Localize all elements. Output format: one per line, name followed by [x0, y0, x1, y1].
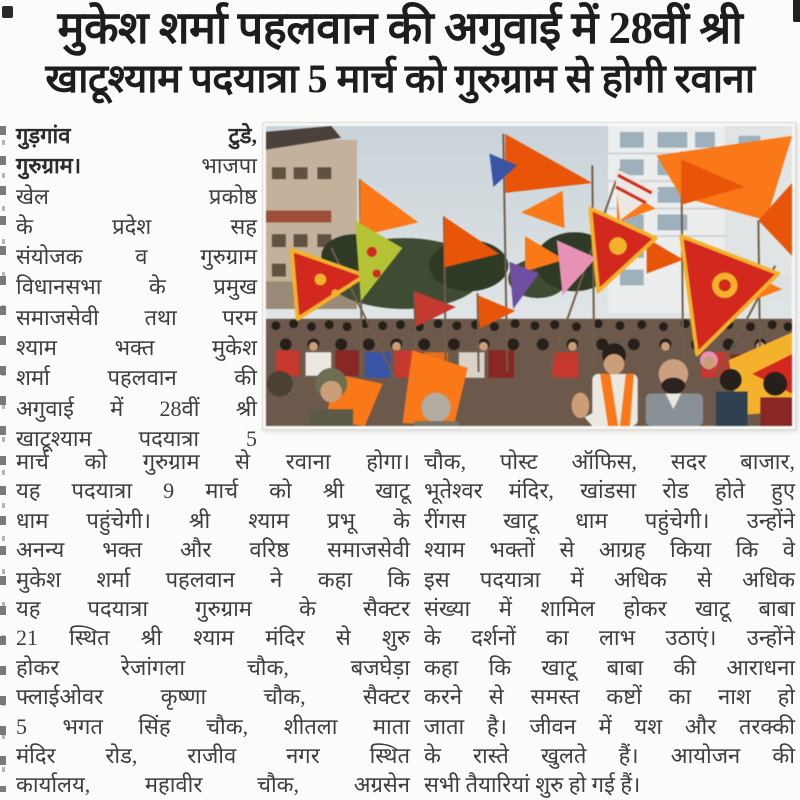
- text-line: [16, 363, 257, 393]
- text-line: [424, 653, 795, 682]
- line-text: होकर रेजांगला चौक, बजघेड़ा: [16, 654, 410, 680]
- text-line: [16, 712, 410, 741]
- text-line: [424, 770, 795, 799]
- text-line: [424, 712, 795, 741]
- text-line: [16, 682, 410, 711]
- person-beanie-left: [267, 371, 293, 397]
- text-line: [424, 623, 795, 652]
- line-text: के दर्शनों का लाभ उठाएं। उन्होंने: [424, 625, 795, 651]
- line-text: अगुवाई में 28वीं श्री: [16, 395, 257, 421]
- line-text: यह पदयात्रा 9 मार्च को श्री खाटू: [16, 478, 410, 504]
- text-line: [16, 394, 257, 424]
- line-text: धाम पहुंचेगी। श्री श्याम प्रभू के: [16, 507, 410, 533]
- line-text: चौक, पोस्ट ऑफिस, सदर बाजार,: [424, 449, 795, 474]
- line-text: सभी तैयारियां शुरु हो गई हैं।: [424, 772, 641, 798]
- procession-photo-art: [266, 126, 792, 426]
- line-text: शर्मा पहलवान की: [16, 365, 257, 391]
- line-text: संयोजक व गुरुग्राम: [16, 244, 257, 270]
- dateline-bold: गुड़गांव टुडे,: [16, 123, 257, 148]
- line-text: जाता है। जीवन में यश और तरक्की: [424, 713, 795, 739]
- text-line: [16, 272, 257, 302]
- line-text: के रास्ते खुलते हैं। आयोजन की: [424, 743, 795, 769]
- text-line: [424, 565, 795, 594]
- line-text: यह पदयात्रा गुरुग्राम के सैक्टर: [16, 596, 410, 622]
- headline-line-2: खाटूश्याम पदयात्रा 5 मार्च को गुरुग्राम से होगी रवाना: [45, 56, 755, 101]
- line-text: मंदिर रोड, राजीव नगर स्थित: [16, 743, 410, 769]
- text-line: [16, 623, 410, 652]
- text-line: [16, 242, 257, 272]
- procession-photo: [262, 122, 796, 430]
- line-text: के प्रदेश सह: [16, 213, 257, 239]
- line-text: संख्या में शामिल होकर खाटू बाबा: [424, 596, 795, 622]
- text-line: [16, 594, 410, 623]
- line-text: कार्यालय, महावीर चौक, अग्रसेन: [16, 772, 410, 798]
- line-text: 5 भगत सिंह चौक, शीतला माता: [16, 713, 410, 739]
- line-text: खाटूश्याम पदयात्रा 5: [16, 425, 257, 451]
- text-line: [16, 770, 410, 799]
- text-line: [424, 506, 795, 535]
- line-text: मार्च को गुरुग्राम से रवाना होगा।: [16, 449, 410, 474]
- text-line: [424, 535, 795, 564]
- line-text: अनन्य भक्त और वरिष्ठ समाजसेवी: [16, 537, 410, 563]
- line-text: करने से समस्त कष्टों का नाश हो: [424, 684, 795, 710]
- text-line: [16, 212, 257, 242]
- line-text: इस पदयात्रा में अधिक से अधिक: [424, 566, 795, 592]
- line-text: मुकेश शर्मा पहलवान ने कहा कि: [16, 566, 410, 592]
- text-line: [16, 741, 410, 770]
- text-line: [16, 151, 257, 181]
- text-line: [16, 447, 410, 476]
- text-line: [424, 476, 795, 505]
- right-column: [424, 447, 795, 800]
- line-text: समाजसेवी तथा परम: [16, 304, 257, 330]
- line-text: खेल प्रकोष्ठ: [16, 183, 257, 209]
- cropped-column-fragments-2: [2, 140, 5, 790]
- text-line: [16, 476, 410, 505]
- line-text: श्याम भक्तों से आग्रह किया कि वे: [424, 537, 795, 563]
- article-headline: [0, 2, 800, 102]
- headline-line-1: मुकेश शर्मा पहलवान की अगुवाई में 28वीं श्री: [57, 3, 743, 53]
- text-line: [16, 182, 257, 212]
- line-text: भाजपा: [201, 153, 257, 179]
- line-text: विधानसभा के प्रमुख: [16, 274, 257, 300]
- text-line: [424, 682, 795, 711]
- text-line: [424, 594, 795, 623]
- photo-side-column: [16, 121, 257, 454]
- text-line: [16, 303, 257, 333]
- line-text: कहा कि खाटू बाबा की आराधना: [424, 654, 795, 680]
- text-line: [16, 121, 257, 151]
- dateline-bold: गुरुग्राम।: [16, 153, 82, 179]
- text-line: [16, 333, 257, 363]
- text-line: [16, 535, 410, 564]
- lower-left-column: [16, 447, 410, 800]
- line-text: फ्लाईओवर कृष्णा चौक, सैक्टर: [16, 684, 410, 710]
- text-line: [16, 653, 410, 682]
- text-line: [424, 741, 795, 770]
- text-line: [424, 447, 795, 476]
- line-text: भूतेश्वर मंदिर, खांडसा रोड होते हुए: [424, 478, 795, 504]
- text-line: [16, 565, 410, 594]
- line-text: श्याम भक्त मुकेश: [16, 335, 257, 361]
- line-text: रींगस खाटू धाम पहुंचेगी। उन्होंने: [424, 507, 795, 533]
- text-line: [16, 506, 410, 535]
- line-text: 21 स्थित श्री श्याम मंदिर से शुरु: [16, 625, 410, 651]
- raised-palm: [572, 393, 590, 419]
